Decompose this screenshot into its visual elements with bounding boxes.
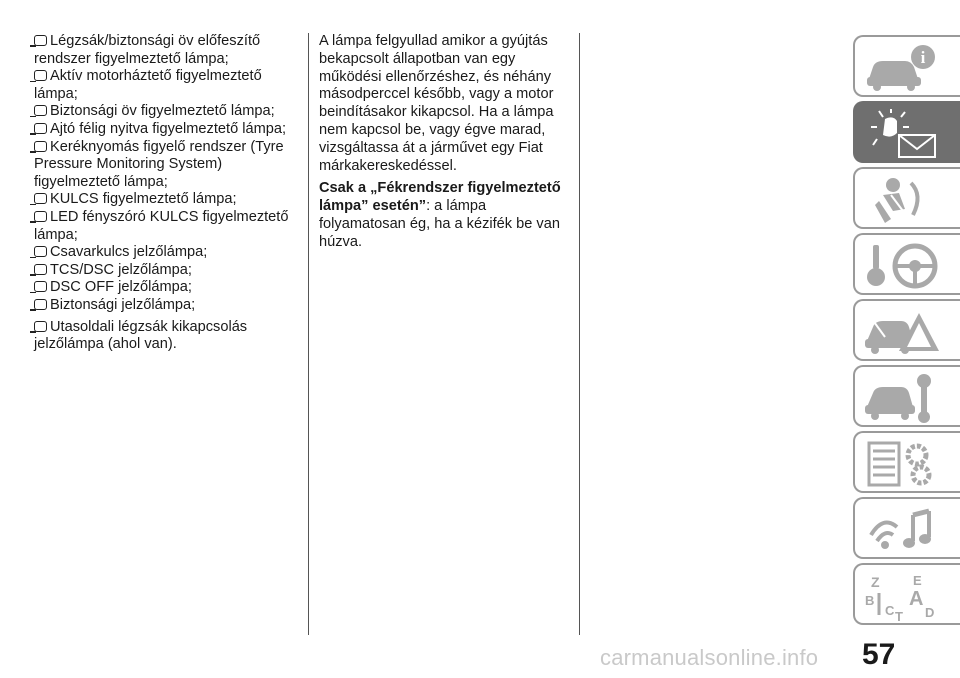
tab-technical-data[interactable]	[853, 431, 960, 493]
car-wrench-icon	[863, 373, 943, 423]
description-column	[319, 33, 569, 257]
list-item: Keréknyomás figyelő rendszer (Tyre Pressure Monitoring System) figyelmeztető lámpa;	[34, 138, 284, 190]
alphabetical-index-icon	[863, 571, 943, 621]
svg-text:E: E	[913, 573, 922, 588]
key-steering-wheel-icon	[863, 241, 943, 291]
list-item: Utasoldali légzsák kikapcsolás jelzőlámpa (ahol van).	[34, 318, 248, 353]
warning-lights-list	[34, 33, 296, 354]
car-info-icon	[863, 43, 943, 93]
svg-text:D: D	[925, 605, 935, 620]
svg-text:B: B	[865, 593, 875, 608]
brake-note-text: : a lámpa folyamatosan ég, ha a kézifék be van húzva.	[319, 198, 560, 250]
svg-text:T: T	[895, 609, 903, 621]
tab-safety[interactable]	[853, 167, 960, 229]
column-divider	[579, 33, 580, 635]
list-item: LED fényszóró KULCS figyelmeztető lámpa;	[34, 208, 289, 243]
warning-light-icon	[34, 35, 47, 46]
warning-light-message-icon	[863, 109, 943, 159]
brake-note	[319, 180, 569, 251]
media-music-icon	[863, 505, 943, 555]
svg-text:C: C	[885, 603, 895, 618]
warning-light-icon	[34, 211, 47, 222]
warning-light-icon	[34, 105, 47, 116]
warning-light-icon	[34, 281, 47, 292]
list-item: Aktív motorháztető figyelmeztető lámpa;	[34, 68, 262, 102]
warning-light-icon	[34, 141, 47, 152]
tab-emergency[interactable]	[853, 299, 960, 361]
tab-warning-lights[interactable]	[853, 101, 960, 163]
description-paragraph: A lámpa felgyullad amikor a gyújtás bekapcsolt állapotban van egy működési ellenőrzéshez, és néhány másodperccel később, vagy a motor beindításakor kikapcsol. Ha a lámpa nem kapcsol be, vagy égve marad, vizsgáltassa át a járművet egy Fiat márkakereskedéssel.	[319, 33, 554, 174]
tab-index[interactable]	[853, 563, 960, 625]
svg-text:i: i	[920, 48, 926, 67]
svg-text:A: A	[909, 588, 924, 610]
warning-light-icon	[34, 123, 47, 134]
column-divider	[308, 33, 309, 635]
warning-light-icon	[34, 193, 47, 204]
page-number: 57	[862, 638, 896, 671]
list-item: Biztonsági öv figyelmeztető lámpa;	[34, 103, 296, 121]
list-item: TCS/DSC jelzőlámpa;	[34, 262, 296, 280]
warning-light-icon	[34, 299, 47, 310]
list-item: DSC OFF jelzőlámpa;	[34, 279, 296, 297]
list-item: Csavarkulcs jelzőlámpa;	[34, 244, 296, 262]
tab-starting-driving[interactable]	[853, 233, 960, 295]
watermark: carmanualsonline.info	[600, 645, 819, 670]
list-item: Ajtó félig nyitva figyelmeztető lámpa;	[34, 121, 296, 139]
tab-multimedia[interactable]	[853, 497, 960, 559]
list-item: Légzsák/biztonsági öv előfeszítő rendszer figyelmeztető lámpa;	[34, 33, 261, 67]
warning-light-icon	[34, 246, 47, 257]
seat-airbag-icon	[863, 175, 943, 225]
tab-car-info[interactable]	[853, 35, 960, 97]
car-warning-triangle-icon	[863, 307, 943, 357]
list-item: Biztonsági jelzőlámpa;	[34, 297, 296, 315]
tab-maintenance[interactable]	[853, 365, 960, 427]
brake-note-heading: Csak a „Fékrendszer figyelmeztető lámpa” esetén”	[319, 180, 561, 215]
list-gear-icon	[863, 439, 943, 489]
svg-text:Z: Z	[871, 574, 880, 590]
warning-light-icon	[34, 321, 47, 332]
warning-light-icon	[34, 70, 47, 81]
list-item: KULCS figyelmeztető lámpa;	[34, 191, 296, 209]
warning-light-icon	[34, 264, 47, 275]
